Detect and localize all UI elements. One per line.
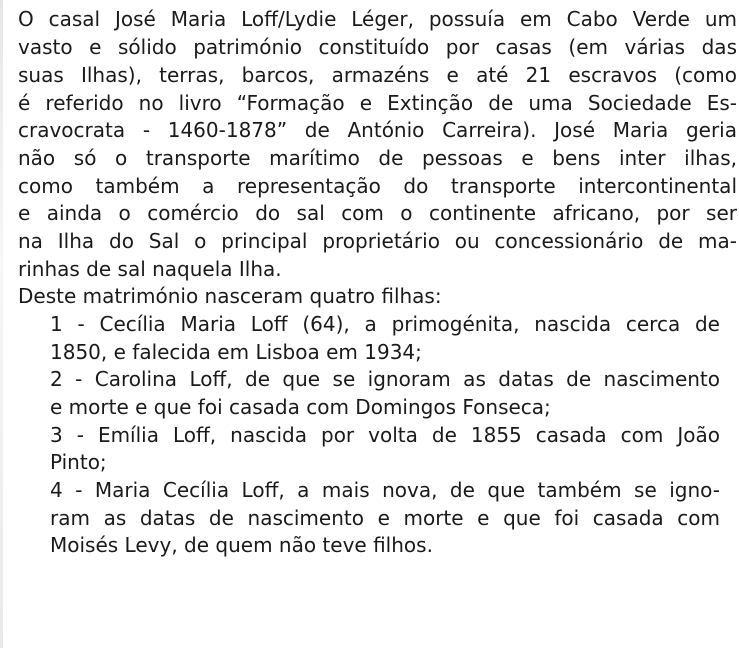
list-item-2-line-1: 2 - Carolina Loff, de que se ignoram as datas de nascimento xyxy=(50,367,720,391)
paragraph-2-intro: Deste matrimónio nasceram quatro filhas: xyxy=(18,284,442,308)
paragraph-1-line-6: não só o transporte marítimo de pessoas e bens inter ilhas, xyxy=(18,146,737,170)
list-item-4-line-2: ram as datas de nascimento e morte e que foi casada com xyxy=(50,506,720,530)
paragraph-1-line-4: é referido no livro “Formação e Extinção de uma Sociedade Es- xyxy=(18,91,737,115)
list-item-4-line-3: Moisés Levy, de quem não teve filhos. xyxy=(50,533,433,557)
paragraph-1-line-7: como também a representação do transporte intercontinental xyxy=(18,174,737,198)
paragraph-1-line-1: O casal José Maria Loff/Lydie Léger, possuía em Cabo Verde um xyxy=(18,7,737,31)
paragraph-1-line-8: e ainda o comércio do sal com o continente africano, por ser xyxy=(18,201,737,225)
paragraph-1-line-3: suas Ilhas), terras, barcos, armazéns e até 21 escravos (como xyxy=(18,63,737,87)
list-item-1-line-2: 1850, e falecida em Lisboa em 1934; xyxy=(50,340,422,364)
list-item-1-line-1: 1 - Cecília Maria Loff (64), a primogénita, nascida cerca de xyxy=(50,312,720,336)
list-item-4-line-1: 4 - Maria Cecília Loff, a mais nova, de que também se igno- xyxy=(50,478,720,502)
paragraph-1-line-5: cravocrata - 1460-1878” de António Carreira). José Maria geria xyxy=(18,118,737,142)
paragraph-1-line-9: na Ilha do Sal o principal proprietário ou concessionário de ma- xyxy=(18,229,737,253)
paragraph-1-line-10: rinhas de sal naquela Ilha. xyxy=(18,257,282,281)
list-item-3-line-2: Pinto; xyxy=(50,450,107,474)
scan-edge-mark xyxy=(0,0,3,648)
paragraph-1-line-2: vasto e sólido património constituído por casas (em várias das xyxy=(18,35,737,59)
list-item-3-line-1: 3 - Emília Loff, nascida por volta de 1855 casada com João xyxy=(50,423,720,447)
list-item-2-line-2: e morte e que foi casada com Domingos Fonseca; xyxy=(50,395,551,419)
